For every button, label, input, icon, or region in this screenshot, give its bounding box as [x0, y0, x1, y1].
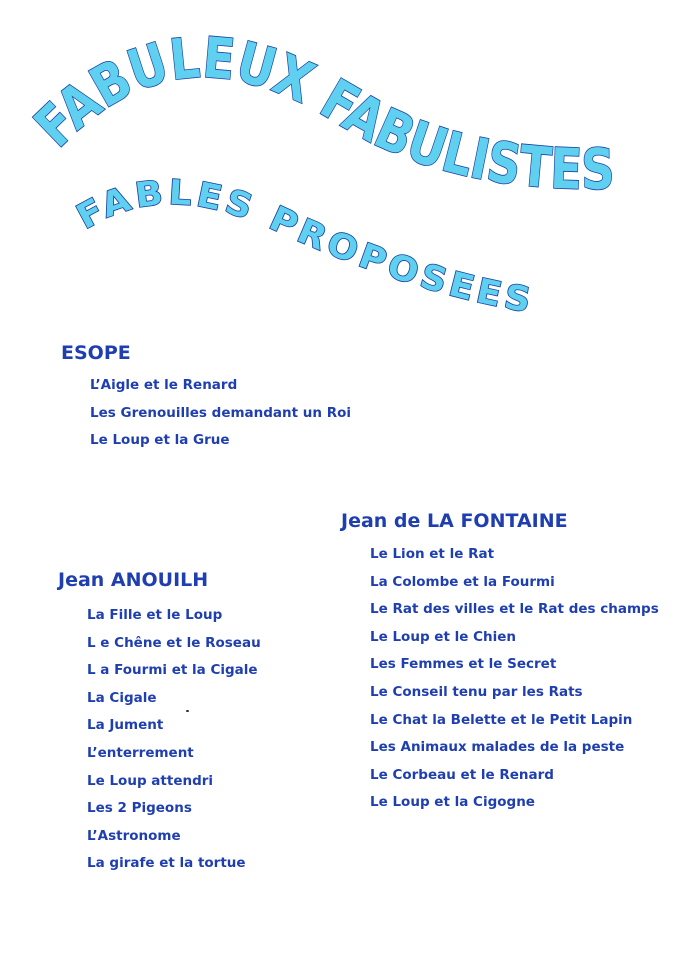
author-anouilh: Jean ANOUILH — [58, 569, 209, 591]
fable-item: Les Animaux malades de la peste — [370, 739, 625, 756]
fable-item: Les 2 Pigeons — [87, 800, 192, 817]
main-title — [22, 25, 622, 204]
fable-item: L’enterrement — [87, 744, 194, 761]
subtitle — [70, 173, 537, 322]
fable-item: Le Lion et le Rat — [370, 546, 495, 562]
fable-item: La Jument — [87, 717, 164, 734]
main-title-text: FABULEUX FABULISTES — [22, 25, 622, 204]
fable-item: La Colombe et la Fourmi — [370, 573, 555, 590]
author-esope: ESOPE — [61, 342, 131, 364]
fable-item: L a Fourmi et la Cigale — [87, 662, 258, 679]
subtitle-text: FABLES PROPOSEES — [70, 172, 537, 322]
fable-item: L’Astronome — [87, 827, 181, 844]
fable-item: Le Corbeau et le Renard — [370, 766, 554, 783]
fable-list-anouilh — [87, 602, 261, 878]
title-banner — [0, 0, 700, 345]
fable-list-esope — [90, 372, 351, 455]
author-lafontaine: Jean de LA FONTAINE — [341, 510, 568, 532]
fable-item: Le Chat la Belette et le Petit Lapin — [370, 711, 633, 728]
fable-item: Le Loup et le Chien — [370, 628, 517, 645]
scan-speck — [186, 710, 189, 712]
fable-item: Le Loup et la Cigogne — [370, 794, 535, 811]
fable-item: La girafe et la tortue — [87, 855, 246, 872]
fable-item: L’Aigle et le Renard — [90, 377, 238, 393]
fable-item: Le Conseil tenu par les Rats — [370, 683, 583, 700]
fable-item: Les Femmes et le Secret — [370, 656, 557, 673]
fable-item: Le Rat des villes et le Rat des champs — [370, 601, 659, 618]
fable-item: Le Loup et la Grue — [90, 432, 230, 448]
fable-list-lafontaine — [370, 541, 659, 817]
fable-item: Le Loup attendri — [87, 772, 214, 789]
fable-item: Les Grenouilles demandant un Roi — [90, 404, 352, 421]
fable-item: La Cigale — [87, 689, 157, 706]
fable-item: L e Chêne et le Roseau — [87, 634, 261, 651]
fable-item: La Fille et le Loup — [87, 607, 223, 623]
